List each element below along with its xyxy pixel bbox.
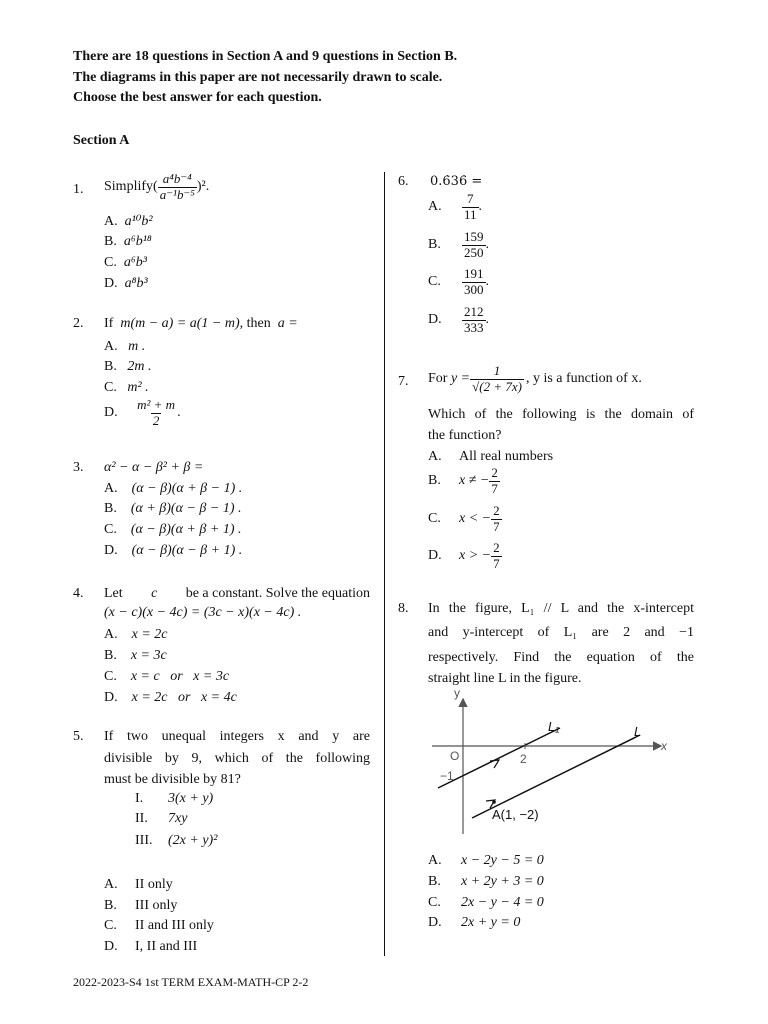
q8-line-4: straight line L in the figure. [428,671,582,686]
q2-d-fraction: $\frac{\text{m² + m}}{2}$ [137,397,176,428]
q1-option-a: A. a¹⁰b² [104,214,153,229]
q2-number: 2. [73,316,84,331]
q3-option-d: D. (α − β)(α − β + 1) . [104,543,243,558]
section-title: Section A [73,133,130,148]
q7-line-3: the function? [428,428,502,443]
q6-d-fraction: $\frac{212}{333}$ [464,304,484,335]
q2-option-a: A. m . [104,339,146,354]
page-footer: 2022-2023-S4 1st TERM EXAM-MATH-CP 2-2 [73,975,309,989]
q5-line-3: must be divisible by 81? [104,772,241,787]
q7-line-1-rest: , y is a function of x. [525,371,642,387]
q7-number: 7. [398,374,409,389]
q8-line-3: respectively. Find the equation of the [428,650,694,665]
l1-parallel-mark [490,760,499,768]
q8-option-c: C. 2x − y − 4 = 0 [428,895,544,910]
q4-option-a: A. x = 2c [104,627,168,642]
y-tick-label: −1 [440,769,454,783]
q6-b-fraction: $\frac{159}{250}$ [464,229,484,260]
q7-option-d: D. x > − $\frac{2}{7}$ [428,540,500,571]
q1-option-b: B. a⁶b¹⁸ [104,234,152,249]
q1-fraction [158,172,197,203]
q1-power: )². [196,179,210,195]
q3-option-b: B. (α + β)(α − β − 1) . [104,501,242,516]
x-axis-label: x [661,739,667,753]
q4-number: 4. [73,586,84,601]
q4-line-1: Let c be a constant. Solve the equation [104,586,370,601]
instruction-line-1: There are 18 questions in Section A and 9 questions in Section B. [73,49,458,64]
instruction-line-3: Choose the best answer for each question. [73,90,322,105]
q4-line-2: (x − c)(x − 4c) = (3c − x)(x − 4c) . [104,605,302,620]
q3-option-c: C. (α − β)(α + β + 1) . [104,522,242,537]
q7-line-2: Which of the following is the domain of [428,407,694,422]
q6-c-fraction: $\frac{191}{300}$ [464,266,484,297]
line-l [472,735,640,818]
q5-option-d: D. I, II and III [104,939,198,954]
q7-d-fraction: $\frac{2}{7}$ [493,540,500,571]
point-a-label: A(1, −2) [492,807,539,822]
q2-stem: If m(m − a) = a(1 − m), then a = [104,316,298,331]
q8-option-d: D. 2x + y = 0 [428,915,521,930]
y-axis-label: y [454,686,460,700]
q6-number: 6. [398,174,409,189]
q3-number: 3. [73,460,84,475]
q8-number: 8. [398,601,409,616]
q6-a-fraction: $\frac{7}{11}$ [464,191,477,222]
q2-option-b: B. 2m . [104,359,152,374]
q4-option-b: B. x = 3c [104,648,167,663]
point-a [492,800,496,804]
q4-option-c: C. x = c or x = 3c [104,669,230,684]
q7-b-fraction: $\frac{2}{7}$ [491,465,498,496]
x-tick-label: 2 [520,752,527,766]
q5-item-1: I. 3(x + y) [135,791,214,806]
q5-line-2: divisible by 9, which of the following [104,751,370,766]
q5-option-a: A. II only [104,877,173,892]
q1-stem: Simplify ( $\frac{\text{a⁴b⁻⁴}}{\text{a⁻¹b⁻⁵}}$ )². [104,171,210,202]
q6-expression: 0.6̇36̇ = [430,174,483,189]
q1-option-d: D. a⁸b³ [104,276,148,291]
q6-option-b: B. $\frac{159}{250}$ . [428,229,489,260]
q3-option-a: A. (α − β)(α + β − 1) . [104,481,243,496]
q6-option-d: D. $\frac{212}{333}$ . [428,304,489,335]
q8-line-2: and y-intercept of L₁ are 2 and −1 [428,625,694,640]
q8-figure [420,684,680,849]
q7-line-1: For y = $\frac{1}{√(2 + 7x)}$ , y is a function of x. [428,364,694,395]
q7-option-b: B. x ≠ − $\frac{2}{7}$ [428,465,498,496]
column-divider [384,172,385,956]
q5-item-2: II. 7xy [135,811,188,826]
origin-label: O [450,749,460,763]
q5-option-b: B. III only [104,898,178,913]
q1-number: 1. [73,182,84,197]
q4-option-d: D. x = 2c or x = 4c [104,690,237,705]
q1-frac-num: a⁴b⁻⁴ [162,171,192,186]
q5-item-3: III. (2x + y)² [135,833,218,848]
q2-option-d: D. $\frac{\text{m² + m}}{2}$ . [104,397,181,428]
q6-option-c: C. $\frac{191}{300}$ . [428,266,489,297]
q5-option-c: C. II and III only [104,918,214,933]
q7-fraction: $\frac{1}{√(2 + 7x)}$ [472,363,522,394]
l-label: L [634,724,642,739]
q7-option-c: C. x < − $\frac{2}{7}$ [428,503,500,534]
instruction-line-2: The diagrams in this paper are not necessarily drawn to scale. [73,70,443,85]
q7-option-a: A. All real numbers [428,449,554,464]
q5-number: 5. [73,729,84,744]
q1-stem-text: Simplify [104,179,154,195]
q5-line-1: If two unequal integers x and y are [104,729,370,744]
q1-option-c: C. a⁶b³ [104,255,147,270]
l1-label: L₁ [548,719,560,734]
q3-expression: α² − α − β² + β = [104,460,204,475]
q7-c-fraction: $\frac{2}{7}$ [493,503,500,534]
q8-option-b: B. x + 2y + 3 = 0 [428,874,544,889]
q1-frac-den: a⁻¹b⁻⁵ [159,186,195,202]
q2-option-c: C. m² . [104,380,149,395]
q8-option-a: A. x − 2y − 5 = 0 [428,853,544,868]
q6-option-a: A. $\frac{7}{11}$ . [428,191,483,222]
q8-line-1: In the figure, L₁ // L and the x-intercept [428,601,694,616]
